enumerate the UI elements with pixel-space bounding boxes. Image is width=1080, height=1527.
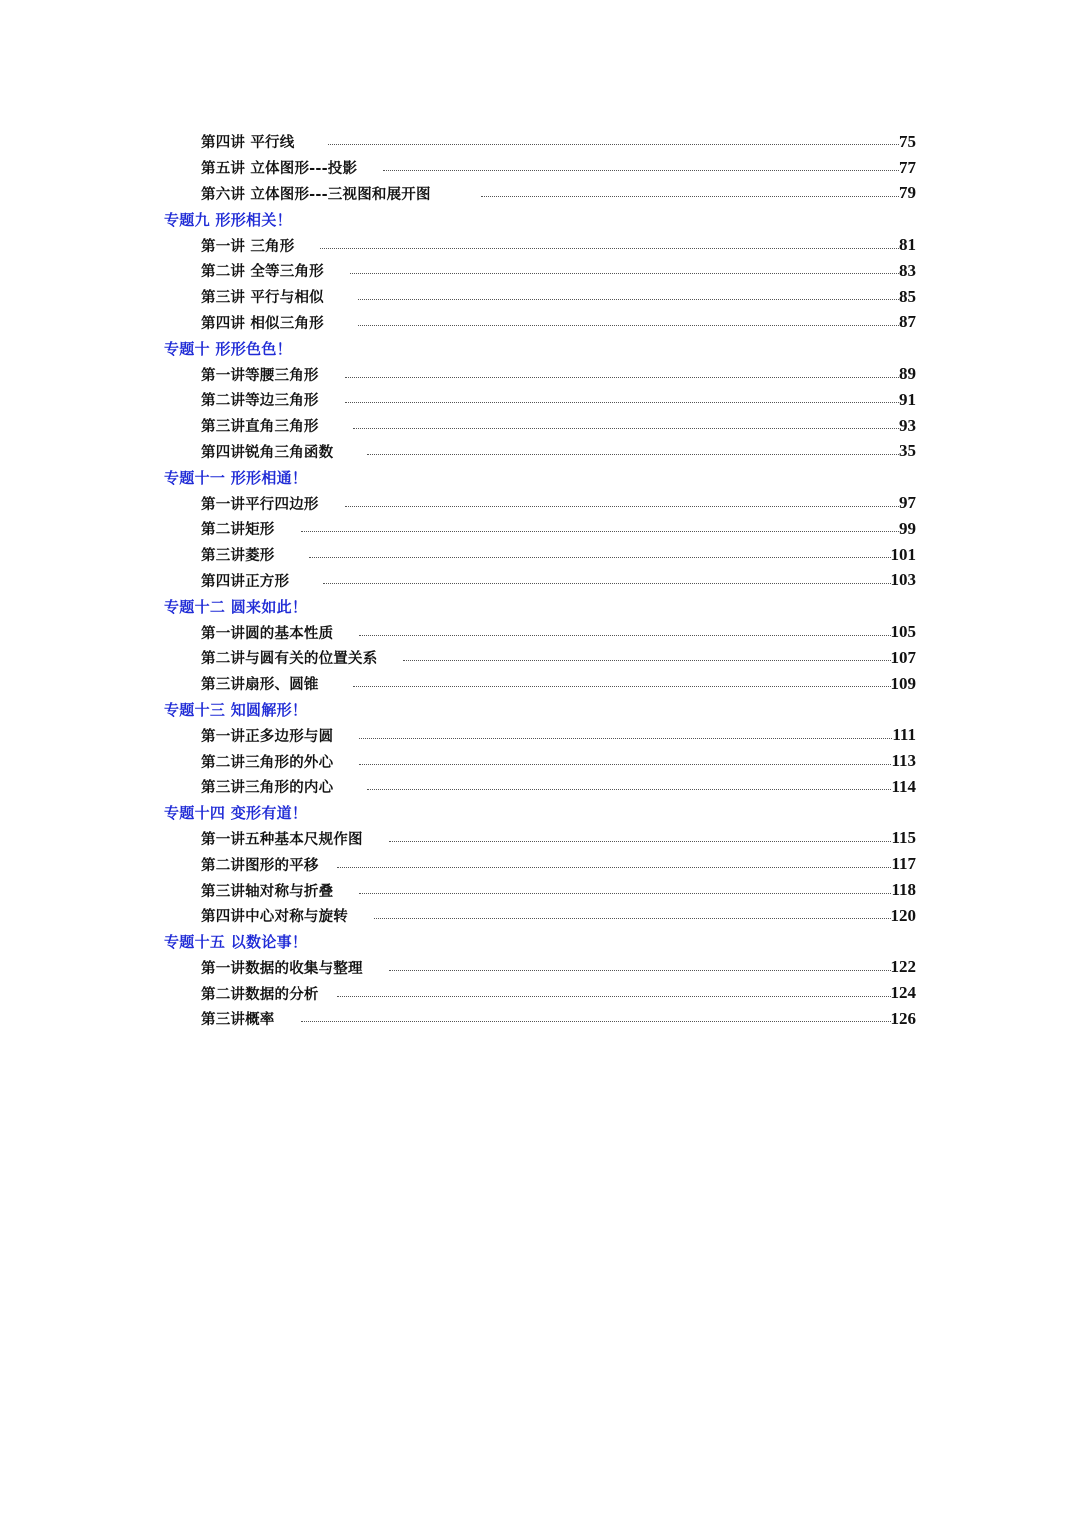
entry-title: 第一讲 三角形 <box>201 238 295 255</box>
toc-entry[interactable] <box>0 903 1080 929</box>
page-number: 77 <box>899 157 916 177</box>
section-title: 专题十一 形形相通！ <box>164 468 308 487</box>
toc-entry[interactable] <box>0 955 1080 981</box>
entry-title: 第四讲 相似三角形 <box>201 315 324 332</box>
toc-section-heading[interactable] <box>0 206 1080 232</box>
dot-leader <box>337 996 891 997</box>
dot-leader <box>309 557 891 558</box>
toc-entry[interactable] <box>0 722 1080 748</box>
dot-leader <box>389 970 891 971</box>
page-number: 85 <box>899 286 916 306</box>
dot-leader <box>328 144 899 145</box>
dot-leader <box>301 1021 891 1022</box>
dot-leader <box>383 170 899 171</box>
toc-entry[interactable] <box>0 1006 1080 1032</box>
page-number: 93 <box>899 415 916 435</box>
toc-entry[interactable] <box>0 232 1080 258</box>
section-title: 专题十二 圆来如此！ <box>164 597 308 616</box>
entry-title: 第三讲轴对称与折叠 <box>201 883 334 900</box>
dot-leader <box>320 248 899 249</box>
entry-title: 第三讲菱形 <box>201 548 275 565</box>
entry-title: 第二讲与圆有关的位置关系 <box>201 651 378 668</box>
dot-leader <box>358 299 899 300</box>
toc-entry[interactable] <box>0 619 1080 645</box>
dot-leader <box>359 893 891 894</box>
page-number: 113 <box>891 751 916 771</box>
entry-title: 第三讲扇形、圆锥 <box>201 677 319 694</box>
table-of-contents <box>0 129 1080 1032</box>
toc-entry[interactable] <box>0 284 1080 310</box>
page-number: 91 <box>899 389 916 409</box>
page-number: 75 <box>899 131 916 151</box>
toc-entry[interactable] <box>0 310 1080 336</box>
page-number: 99 <box>899 518 916 538</box>
entry-title: 第一讲等腰三角形 <box>201 367 319 384</box>
entry-title: 第一讲五种基本尺规作图 <box>201 831 363 848</box>
entry-title: 第四讲 平行线 <box>201 135 295 152</box>
toc-entry[interactable] <box>0 542 1080 568</box>
entry-title: 第四讲锐角三角函数 <box>201 444 334 461</box>
page-number: 124 <box>890 983 916 1003</box>
dot-leader <box>345 377 899 378</box>
toc-entry[interactable] <box>0 774 1080 800</box>
toc-entry[interactable] <box>0 851 1080 877</box>
entry-title: 第三讲 平行与相似 <box>201 290 324 307</box>
dot-leader <box>359 738 892 739</box>
section-title: 专题十五 以数论事！ <box>164 933 308 952</box>
page-number: 122 <box>890 957 916 977</box>
toc-section-heading[interactable] <box>0 697 1080 723</box>
toc-entry[interactable] <box>0 877 1080 903</box>
entry-title: 第一讲平行四边形 <box>201 496 319 513</box>
entry-title: 第一讲数据的收集与整理 <box>201 960 363 977</box>
page-number: 97 <box>899 493 916 513</box>
section-title: 专题十四 变形有道！ <box>164 804 308 823</box>
dot-leader <box>389 841 892 842</box>
dot-leader <box>350 273 899 274</box>
dot-leader <box>358 325 899 326</box>
entry-title: 第六讲 立体图形---三视图和展开图 <box>201 186 431 203</box>
dot-leader <box>337 867 892 868</box>
toc-entry[interactable] <box>0 155 1080 181</box>
dot-leader <box>353 686 891 687</box>
toc-entry[interactable] <box>0 516 1080 542</box>
dot-leader <box>345 402 899 403</box>
toc-entry[interactable] <box>0 258 1080 284</box>
entry-title: 第三讲直角三角形 <box>201 419 319 436</box>
toc-entry[interactable] <box>0 671 1080 697</box>
toc-section-heading[interactable] <box>0 335 1080 361</box>
page-number: 79 <box>899 183 916 203</box>
dot-leader <box>359 635 890 636</box>
page-number: 103 <box>890 570 916 590</box>
page-number: 126 <box>890 1008 916 1028</box>
dot-leader <box>374 918 891 919</box>
toc-entry[interactable] <box>0 645 1080 671</box>
toc-entry[interactable] <box>0 181 1080 207</box>
toc-entry[interactable] <box>0 387 1080 413</box>
page-number: 109 <box>890 673 916 693</box>
page-number: 35 <box>899 441 916 461</box>
entry-title: 第二讲数据的分析 <box>201 986 319 1003</box>
entry-title: 第三讲三角形的内心 <box>201 780 334 797</box>
section-title: 专题十三 知圆解形！ <box>164 700 308 719</box>
page-number: 83 <box>899 260 916 280</box>
toc-entry[interactable] <box>0 439 1080 465</box>
toc-entry[interactable] <box>0 980 1080 1006</box>
dot-leader <box>403 660 890 661</box>
page-number: 117 <box>891 854 916 874</box>
entry-title: 第二讲 全等三角形 <box>201 264 324 281</box>
toc-entry[interactable] <box>0 568 1080 594</box>
page-number: 115 <box>891 828 916 848</box>
page-number: 81 <box>899 235 916 255</box>
page-number: 118 <box>891 880 916 899</box>
section-title: 专题九 形形相关！ <box>164 210 292 229</box>
dot-leader <box>301 531 900 532</box>
entry-title: 第四讲正方形 <box>201 573 290 590</box>
entry-title: 第一讲正多边形与圆 <box>201 728 334 745</box>
page-number: 89 <box>899 364 916 384</box>
toc-section-heading[interactable] <box>0 593 1080 619</box>
page-number: 107 <box>890 647 916 667</box>
entry-title: 第二讲等边三角形 <box>201 393 319 410</box>
entry-title: 第三讲概率 <box>201 1012 275 1029</box>
dot-leader <box>367 789 891 790</box>
dot-leader <box>367 454 899 455</box>
toc-entry[interactable] <box>0 490 1080 516</box>
page-number: 105 <box>890 622 916 642</box>
toc-entry[interactable] <box>0 361 1080 387</box>
section-title: 专题十 形形色色！ <box>164 339 292 358</box>
toc-section-heading[interactable] <box>0 464 1080 490</box>
page-number: 120 <box>890 905 916 925</box>
entry-title: 第二讲矩形 <box>201 522 275 539</box>
toc-entry[interactable] <box>0 748 1080 774</box>
toc-entry[interactable] <box>0 129 1080 155</box>
toc-section-heading[interactable] <box>0 800 1080 826</box>
dot-leader <box>481 196 899 197</box>
page-number: 101 <box>890 544 916 564</box>
entry-title: 第二讲图形的平移 <box>201 857 319 874</box>
entry-title: 第五讲 立体图形---投影 <box>201 161 358 178</box>
page-number: 87 <box>899 312 916 332</box>
entry-title: 第二讲三角形的外心 <box>201 754 334 771</box>
page-number: 114 <box>891 776 916 796</box>
page-number: 111 <box>892 725 916 745</box>
dot-leader <box>323 583 890 584</box>
dot-leader <box>345 506 899 507</box>
toc-entry[interactable] <box>0 826 1080 852</box>
toc-section-heading[interactable] <box>0 929 1080 955</box>
dot-leader <box>353 428 899 429</box>
toc-entry[interactable] <box>0 413 1080 439</box>
entry-title: 第四讲中心对称与旋转 <box>201 909 348 926</box>
entry-title: 第一讲圆的基本性质 <box>201 625 334 642</box>
dot-leader <box>359 764 891 765</box>
